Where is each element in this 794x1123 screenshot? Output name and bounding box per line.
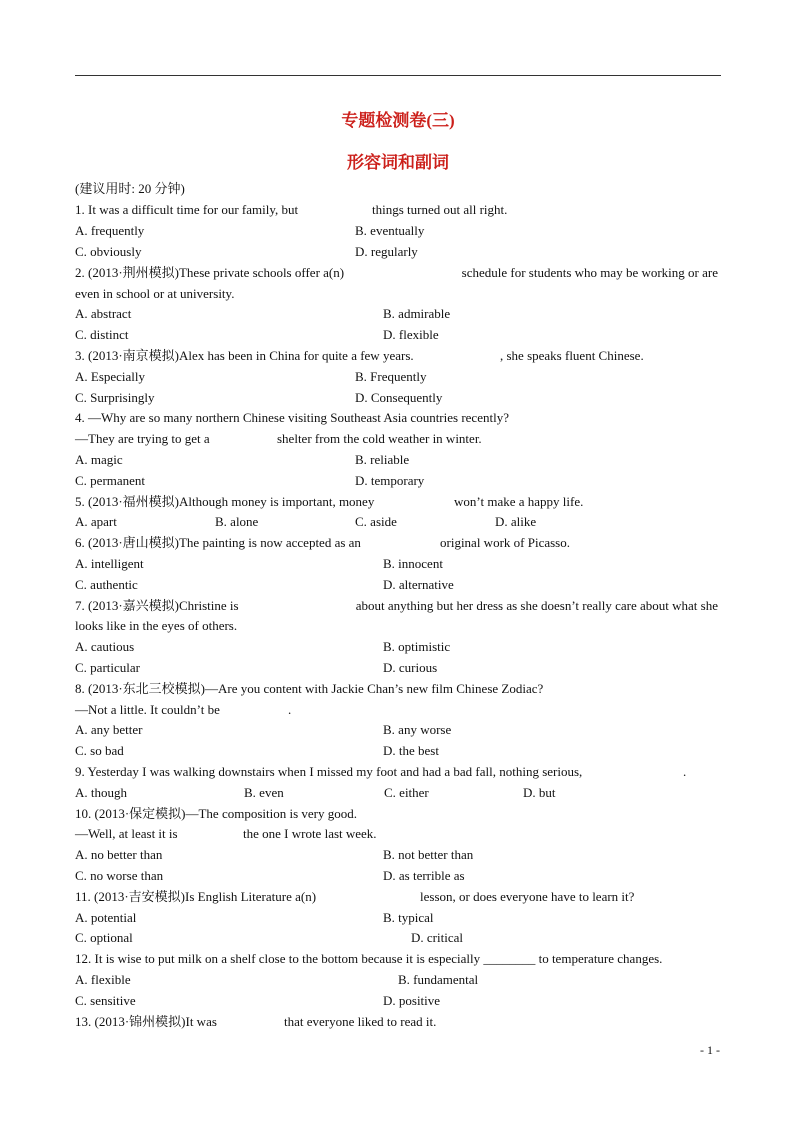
question-stem: won’t make a happy life. — [454, 494, 584, 509]
question-stem: original work of Picasso. — [440, 535, 570, 550]
option-a[interactable]: A. abstract — [75, 306, 132, 321]
option-d[interactable]: D. Consequently — [355, 390, 443, 405]
option-a[interactable]: A. flexible — [75, 972, 131, 987]
option-a[interactable]: A. magic — [75, 452, 123, 467]
option-d[interactable]: D. positive — [383, 993, 441, 1008]
question-stem: shelter from the cold weather in winter. — [277, 431, 482, 446]
question-stem: 7. (2013·嘉兴模拟)Christine is — [75, 598, 239, 613]
question-stem: 11. (2013·吉安模拟)Is English Literature a(n) — [75, 889, 317, 904]
option-b[interactable]: B. eventually — [355, 223, 425, 238]
question-stem: about anything but her dress as she doesn’t really care about what she — [355, 598, 718, 613]
option-d[interactable]: D. the best — [383, 743, 439, 758]
option-d[interactable]: D. alike — [495, 514, 537, 529]
time-hint: (建议用时: 20 分钟) — [75, 181, 185, 196]
option-d[interactable]: D. as terrible as — [383, 868, 465, 883]
question-stem: 4. —Why are so many northern Chinese visiting Southeast Asia countries recently? — [75, 410, 509, 425]
question-stem: 1. It was a difficult time for our family, but — [75, 202, 299, 217]
option-c[interactable]: C. either — [384, 785, 429, 800]
question-stem: 10. (2013·保定模拟)—The composition is very good. — [75, 806, 357, 821]
question-stem: 13. (2013·锦州模拟)It was — [75, 1014, 217, 1029]
option-c[interactable]: C. no worse than — [75, 868, 164, 883]
option-b[interactable]: B. typical — [383, 910, 434, 925]
option-a[interactable]: A. any better — [75, 722, 143, 737]
option-d[interactable]: D. but — [523, 785, 556, 800]
question-stem: 2. (2013·荆州模拟)These private schools offer a(n) — [75, 265, 345, 280]
question-stem: —They are trying to get a — [75, 431, 210, 446]
question-stem: 9. Yesterday I was walking downstairs when I missed my foot and had a bad fall, nothing serious, — [75, 764, 583, 779]
question-stem: 6. (2013·唐山模拟)The painting is now accepted as an — [75, 535, 361, 550]
question-stem: 5. (2013·福州模拟)Although money is important, money — [75, 494, 375, 509]
option-a[interactable]: A. though — [75, 785, 127, 800]
option-c[interactable]: C. distinct — [75, 327, 129, 342]
question-stem: even in school or at university. — [75, 286, 235, 301]
option-b[interactable]: B. innocent — [383, 556, 443, 571]
option-c[interactable]: C. so bad — [75, 743, 124, 758]
option-c[interactable]: C. sensitive — [75, 993, 136, 1008]
option-a[interactable]: A. frequently — [75, 223, 145, 238]
question-stem: that everyone liked to read it. — [284, 1014, 437, 1029]
question-stem: —Well, at least it is — [75, 826, 178, 841]
option-b[interactable]: B. Frequently — [355, 369, 427, 384]
option-a[interactable]: A. no better than — [75, 847, 163, 862]
page-subtitle: 形容词和副词 — [347, 153, 449, 172]
question-stem: . — [683, 764, 687, 779]
page-title: 专题检测卷(三) — [341, 111, 455, 130]
option-d[interactable]: D. critical — [411, 930, 463, 945]
option-c[interactable]: C. permanent — [75, 473, 146, 488]
page-number: - 1 - — [700, 1043, 720, 1057]
option-d[interactable]: D. regularly — [355, 244, 418, 259]
question-stem: 12. It is wise to put milk on a shelf close to the bottom because it is especially ________ to temperature changes. — [75, 951, 663, 966]
question-stem: lesson, or does everyone have to learn it? — [420, 889, 635, 904]
option-a[interactable]: A. potential — [75, 910, 137, 925]
question-stem: . — [288, 702, 292, 717]
option-a[interactable]: A. apart — [75, 514, 117, 529]
option-a[interactable]: A. intelligent — [75, 556, 144, 571]
question-stem: 3. (2013·南京模拟)Alex has been in China for quite a few years. — [75, 348, 414, 363]
option-b[interactable]: B. fundamental — [398, 972, 479, 987]
option-b[interactable]: B. reliable — [355, 452, 410, 467]
option-b[interactable]: B. admirable — [383, 306, 451, 321]
option-a[interactable]: A. Especially — [75, 369, 146, 384]
option-b[interactable]: B. optimistic — [383, 639, 451, 654]
option-b[interactable]: B. not better than — [383, 847, 474, 862]
question-stem: schedule for students who may be working or are — [461, 265, 718, 280]
option-c[interactable]: C. aside — [355, 514, 397, 529]
question-stem: things turned out all right. — [372, 202, 508, 217]
option-d[interactable]: D. temporary — [355, 473, 425, 488]
option-b[interactable]: B. alone — [215, 514, 259, 529]
option-a[interactable]: A. cautious — [75, 639, 135, 654]
question-stem: , she speaks fluent Chinese. — [500, 348, 644, 363]
question-stem: —Not a little. It couldn’t be — [75, 702, 220, 717]
header-rule — [75, 75, 721, 76]
option-d[interactable]: D. alternative — [383, 577, 454, 592]
option-d[interactable]: D. curious — [383, 660, 438, 675]
option-c[interactable]: C. optional — [75, 930, 133, 945]
option-b[interactable]: B. even — [244, 785, 284, 800]
option-b[interactable]: B. any worse — [383, 722, 452, 737]
option-c[interactable]: C. obviously — [75, 244, 142, 259]
option-c[interactable]: C. particular — [75, 660, 140, 675]
option-d[interactable]: D. flexible — [383, 327, 439, 342]
question-stem: 8. (2013·东北三校模拟)—Are you content with Jackie Chan’s new film Chinese Zodiac? — [75, 681, 544, 696]
option-c[interactable]: C. authentic — [75, 577, 138, 592]
question-stem: the one I wrote last week. — [243, 826, 377, 841]
option-c[interactable]: C. Surprisingly — [75, 390, 155, 405]
question-stem: looks like in the eyes of others. — [75, 618, 238, 633]
